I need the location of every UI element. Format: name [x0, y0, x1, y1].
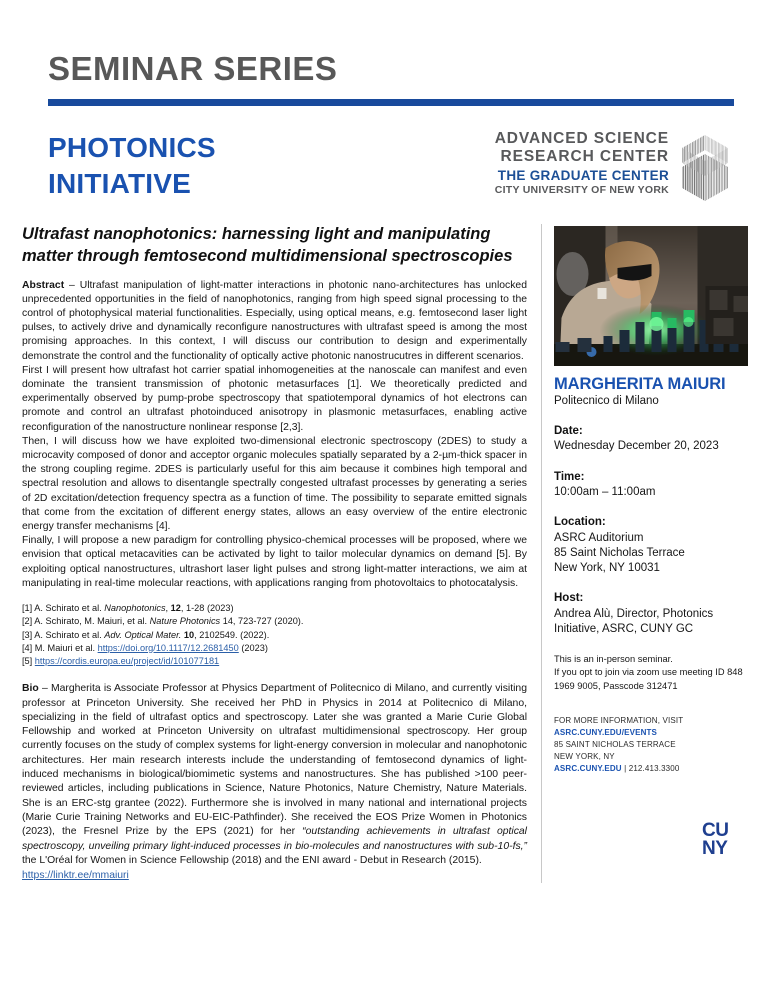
reference-item	[22, 602, 527, 615]
host-label: Host:	[554, 592, 584, 605]
ref-journal: Adv. Optical Mater.	[104, 629, 182, 640]
seminar-series-title: SEMINAR SERIES	[48, 50, 338, 87]
abstract-paragraph-4: Finally, I will propose a new paradigm for controlling physico-chemical processes will be proposed, where we envision that optical metacavities can be activated by light to tailor molecular dynamics on demand [5]. By exploiting optical nanostructures, ultrashort laser light pulses and strong light-matter interactions, we aim at manipulating in real-time molecular reactions, with applications ranging from photovoltaics to photocatalysis.	[22, 535, 527, 589]
bio-text-2: the L'Oréal for Women in Science Fellowship (2018) and the ENI award - Debut in Research (2015).	[22, 854, 482, 866]
bio-quote: “outstanding achievements in ultrafast optical spectroscopy, unveiling primary light-induced processes in bio-molecules and nanostructures with sub-10-fs,”	[22, 826, 527, 852]
bio-label: Bio	[22, 683, 39, 695]
bio-section	[22, 682, 527, 883]
asrc-logo	[495, 130, 734, 206]
abstract-label: Abstract	[22, 279, 65, 291]
footer-address-line-2: NEW YORK, NY	[554, 751, 615, 761]
abstract-section	[22, 279, 527, 591]
asrc-line-1: ADVANCED SCIENCE	[494, 130, 669, 147]
reference-item	[22, 655, 527, 668]
speaker-photo-image	[554, 226, 748, 366]
host-line-1: Andrea Alù, Director, Photonics	[554, 607, 714, 620]
note-line-1: This is an in-person seminar.	[554, 654, 673, 665]
footer-address-line-1: 85 SAINT NICHOLAS TERRACE	[554, 739, 676, 749]
asrc-cube-icon	[676, 130, 734, 206]
ref-rest: 14, 723-727 (2020).	[220, 616, 304, 627]
location-line-3: New York, NY 10031	[554, 562, 660, 575]
abstract-paragraph-3: Then, I will discuss how we have exploited two-dimensional electronic spectroscopy (2DES) to study a microcavity composed of donor and acceptor organic molecules spatially separated by a 2-µm-thick spacer in the strong coupling regime. 2DES is particularly useful for this aim because it combines high temporal and spectral resolution and allows to disentangle spectrally congested ultrafast processes by generating a series of 2D excitation/detection frequency spectra as a function of time. The possibility to separate emitted signals that come from the excitation of different energy states, allows an easy overview of the entire electronic energy transfer mechanisms [4].	[22, 435, 527, 532]
note-line-3: 1969 9005, Passcode 312471	[554, 680, 678, 691]
events-url-link[interactable]: ASRC.CUNY.EDU/EVENTS	[554, 727, 658, 737]
ref-marker: [5]	[22, 656, 33, 666]
ref-volume: 10	[183, 629, 195, 640]
location-block	[554, 515, 748, 576]
more-info-label: FOR MORE INFORMATION, VISIT	[554, 715, 684, 725]
ref-rest: , 1-28 (2023)	[180, 603, 234, 613]
asrc-line-4: CITY UNIVERSITY OF NEW YORK	[494, 184, 669, 197]
ref-rest: , 2102549. (2022).	[194, 629, 270, 640]
speaker-photo	[554, 226, 748, 366]
ref-sep: ,	[165, 603, 169, 613]
reference-item	[22, 642, 527, 655]
date-block	[554, 424, 748, 455]
time-block	[554, 470, 748, 501]
host-block	[554, 591, 748, 637]
date-value: Wednesday December 20, 2023	[554, 440, 719, 453]
ref-journal: Nature Photonics	[149, 616, 221, 627]
note-line-2: If you opt to join via zoom use meeting ID 848	[554, 667, 743, 678]
ref-marker: [1]	[22, 603, 33, 613]
cuny-logo	[702, 822, 742, 857]
abstract-paragraph-1	[22, 279, 527, 364]
footer-site-and-phone	[554, 763, 748, 775]
left-column	[22, 224, 527, 883]
ref-authors: A. Schirato et al.	[34, 629, 102, 640]
attendance-note	[554, 653, 748, 693]
reference-item	[22, 629, 527, 642]
speaker-name: MARGHERITA MAIURI	[554, 375, 726, 393]
site-url-link[interactable]: ASRC.CUNY.EDU	[554, 763, 622, 773]
location-line-2: 85 Saint Nicholas Terrace	[554, 547, 685, 559]
talk-title: Ultrafast nanophotonics: harnessing light and manipulating matter through femtosecond multidimensional spectroscopies	[22, 225, 513, 265]
header-divider-rule	[48, 99, 734, 106]
host-line-2: Initiative, ASRC, CUNY GC	[554, 623, 694, 636]
date-label: Date:	[554, 424, 583, 437]
abstract-dash: –	[64, 279, 80, 291]
ref-rest: (2023)	[238, 642, 268, 653]
ref-authors: M. Maiuri et al.	[34, 642, 96, 653]
bio-linktree-link[interactable]: https://linktr.ee/mmaiuri	[22, 870, 129, 882]
asrc-wordmark	[495, 130, 669, 197]
ref-volume: 12	[170, 603, 181, 613]
references-list	[22, 602, 527, 668]
ref-project-link[interactable]: https://cordis.europa.eu/project/id/101077181	[34, 656, 220, 666]
abstract-text-1: Ultrafast manipulation of light-matter interactions in photonic nano-architectures has unlocked unprecedented opportunities in the field of nanophotonics, ranging from high speed signal processing to the control of photophysical material functionalities. Especially, using optical means, e.g. femtosecond laser light pulses, to actively drive and dynamically reconfigure nanostructures with ultrafast speed is among the most promising approaches. In this context, I will discuss our contribution to design and experimentally demonstrate the control and the functionality of optically active photonic nanostrucutres in different scenarios.	[22, 279, 527, 362]
cuny-logo-line-2: NY	[702, 837, 728, 859]
photonics-initiative-title	[48, 130, 216, 202]
ref-marker: [3]	[22, 629, 33, 640]
footer-phone: 212.413.3300	[628, 763, 680, 773]
reference-item	[22, 615, 527, 628]
ref-marker: [4]	[22, 642, 33, 653]
asrc-line-2: RESEARCH CENTER	[500, 148, 669, 166]
speaker-affiliation: Politecnico di Milano	[554, 395, 659, 408]
abstract-paragraph-2: First I will present how ultrafast hot carrier spatial inhomogeneities at the nanoscale can manifest and even dominate the transient transmission of photonic metasurfaces [1]. We theoretically predicted and experimentally observed by pump-probe spectroscopy that spatiotemporal dynamics of hot electrons can promote and control an ultrafast photoinduced anisotropy in plasmonic metasurfaces, enabling active reconfiguration of the nanostructure nonlinear response [2,3].	[22, 364, 527, 433]
time-label: Time:	[554, 470, 585, 483]
ref-doi-link[interactable]: https://doi.org/10.1117/12.2681450	[97, 642, 239, 653]
asrc-line-3: THE GRADUATE CENTER	[497, 167, 669, 183]
cuny-logo-line-1: CU	[702, 820, 729, 842]
location-label: Location:	[554, 516, 606, 529]
ref-marker: [2]	[22, 616, 33, 627]
ref-authors: A. Schirato et al.	[34, 603, 102, 613]
location-line-1: ASRC Auditorium	[554, 531, 644, 544]
ref-authors: A. Schirato, M. Maiuri, et al.	[34, 616, 148, 627]
footer-contact-block	[554, 715, 748, 775]
poster-body	[0, 206, 768, 883]
footer-separator: |	[621, 763, 629, 773]
right-column	[541, 224, 748, 883]
initiative-line-2: INITIATIVE	[48, 167, 192, 199]
bio-dash: –	[38, 683, 51, 695]
time-value: 10:00am – 11:00am	[554, 486, 656, 499]
bio-text-1: Margherita is Associate Professor at Physics Department of Politecnico di Milano, and currently visiting professor at Princeton University. She received her PhD in Physics in 2014 at Politecnico di Milano, specializing in the field of ultrafast optics and spectroscopy. Later she was granted a Marie Curie Global Fellowship and worked at Princeton University on ultrafast multidimensional spectroscopy. Her group currently focuses on the study of complex systems for light-energy conversion in molecular and nanophotonic architectures. Her main research interests include the understanding of femtosecond dynamics of light-induced mechanisms in biological/biomimetic systems and nanostructures. She has published >100 peer-reviewed articles, including publications in Science, Nature Photonics, Nature Chemistry, Nature Materials. She is an ERC-stg grantee (2022). Furthermore she is involved in many national and international projects (Marie Curie Training Networks and EU-EIC-Pathfinder). She received the EOS Prize Women in Photonics (2023), the Fresnel Prize by the EPS (2021) for her	[22, 683, 527, 838]
initiative-line-1: PHOTONICS	[48, 132, 216, 163]
ref-journal: Nanophotonics	[104, 603, 166, 613]
header-brand-row	[48, 126, 734, 206]
poster-header	[0, 0, 768, 206]
